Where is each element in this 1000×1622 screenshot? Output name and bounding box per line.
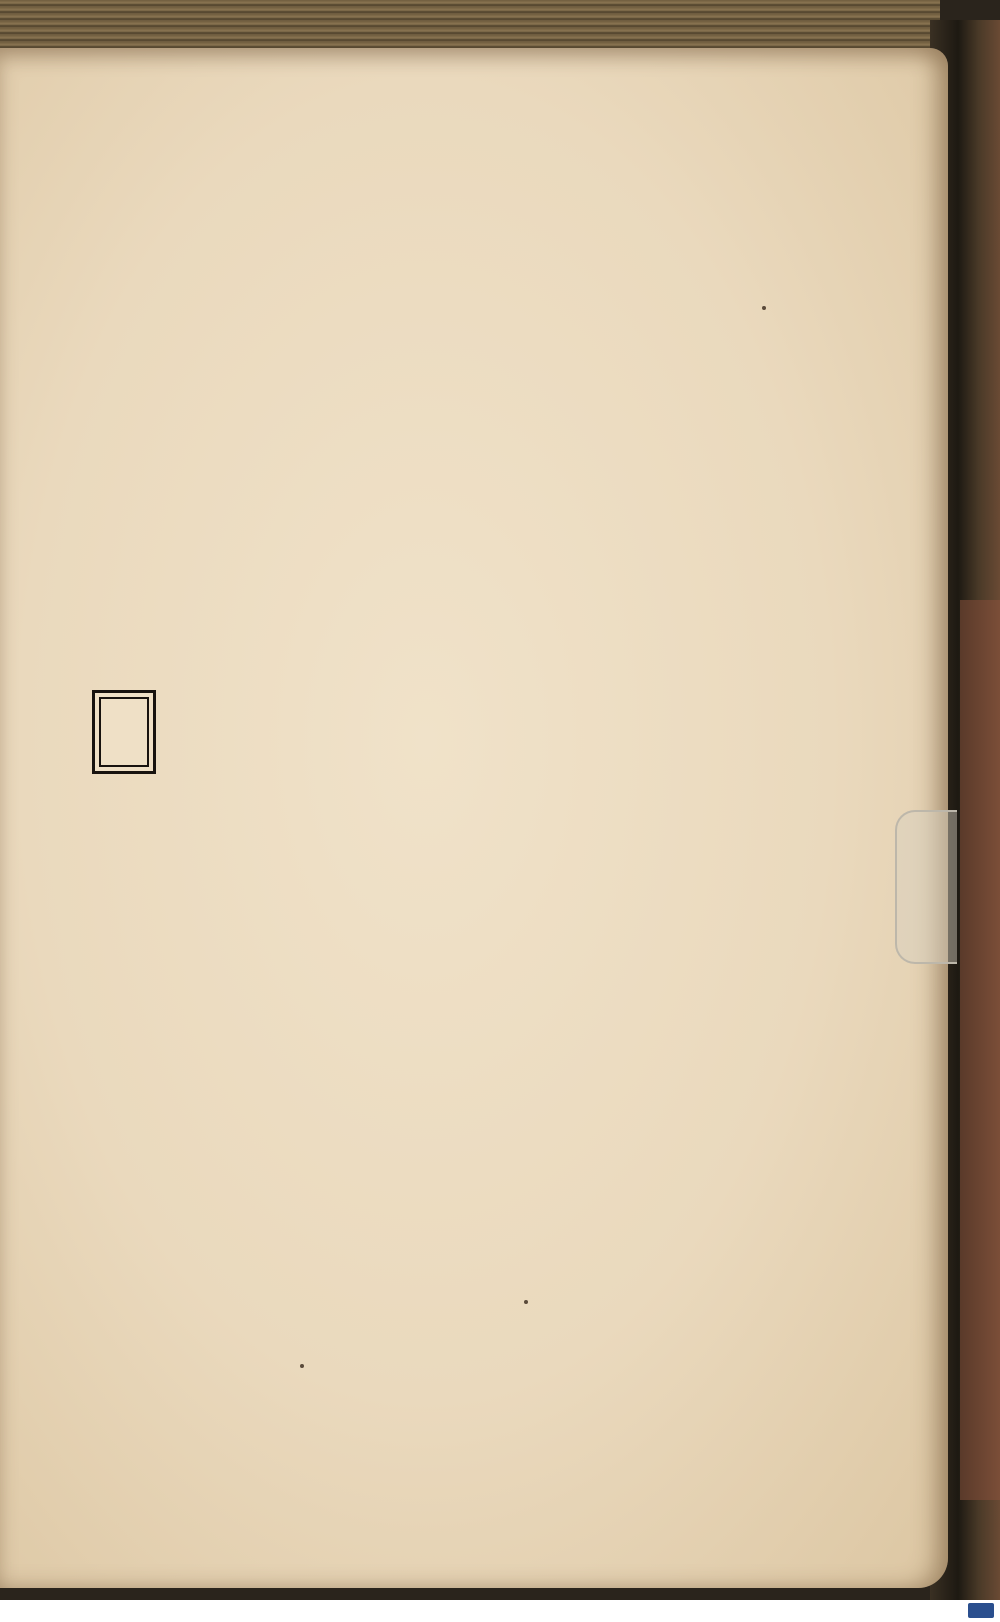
paper-speck — [300, 1364, 304, 1368]
book-page — [0, 48, 948, 1588]
dfg-logo — [968, 1603, 994, 1618]
paper-speck — [762, 306, 766, 310]
page-clip-holder — [895, 810, 957, 964]
decorated-initial — [92, 690, 156, 774]
paper-speck — [524, 1300, 528, 1304]
book-cover-edge — [960, 600, 1000, 1500]
footer-bar — [0, 1600, 1000, 1622]
